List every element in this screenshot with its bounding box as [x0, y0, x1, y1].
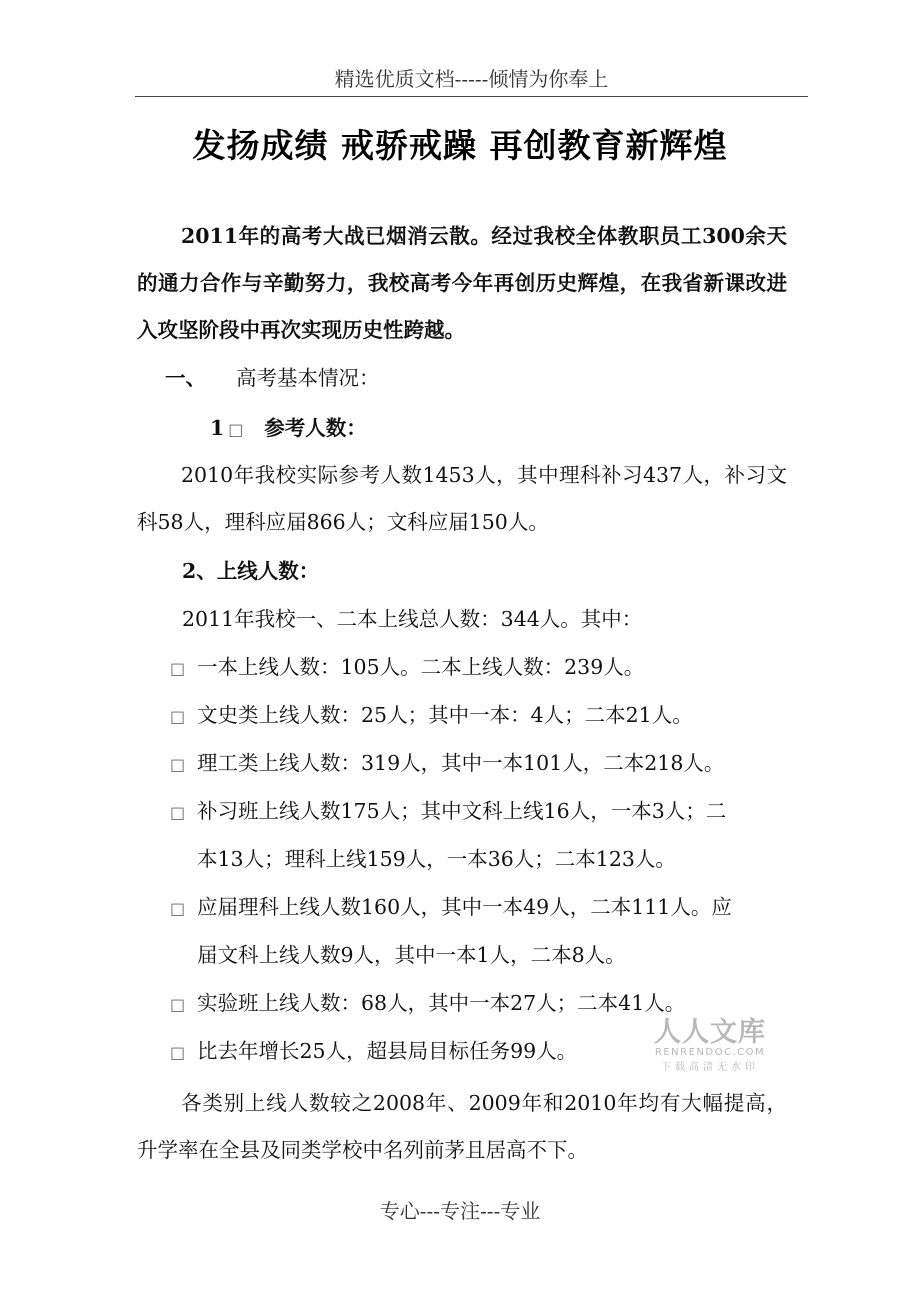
list-item-text: 实验班上线人数：68人，其中一本27人；二本41人。: [197, 991, 686, 1015]
list-item: [170, 692, 790, 740]
list-item-continuation: 本13人；理科上线159人，一本36人；二本123人。: [197, 847, 676, 871]
list-item-text: 理工类上线人数：319人，其中一本101人，二本218人。: [197, 751, 725, 775]
bullet-icon: □: [170, 899, 186, 918]
participants-paragraph: 2010年我校实际参考人数1453人，其中理科补习437人，补习文科58人，理科应届866人；文科应届150人。: [137, 463, 787, 534]
missing-glyph-icon: □: [228, 420, 244, 439]
section-number: 一、: [165, 366, 206, 390]
subsection-heading-2: 2、上线人数：: [182, 559, 320, 583]
bullet-icon: □: [170, 707, 186, 726]
page-header: 精选优质文档-----倾情为你奉上: [135, 62, 808, 97]
subsection-number: 1: [210, 416, 225, 440]
bullet-icon: □: [170, 1043, 186, 1062]
bullet-icon: □: [170, 659, 186, 678]
list-item-text: 一本上线人数：105人。二本上线人数：239人。: [197, 655, 645, 679]
list-item: [170, 788, 790, 836]
list-item: [170, 644, 790, 692]
bullet-icon: □: [170, 803, 186, 822]
watermark-logo: [645, 1010, 775, 1073]
watermark-domain: RENRENDOC.COM: [654, 1047, 766, 1058]
list-item-text: 补习班上线人数175人；其中文科上线16人，一本3人；二: [197, 799, 727, 823]
subsection-heading-1: [210, 405, 367, 453]
bullet-icon: □: [170, 755, 186, 774]
watermark-title: 人人文库: [654, 1017, 766, 1048]
list-item: [170, 740, 790, 788]
list-item-text: 比去年增长25人，超县局目标任务99人。: [197, 1039, 578, 1063]
watermark-tagline: 下载高清无水印: [661, 1062, 759, 1073]
list-item: [170, 884, 790, 932]
section-title: 高考基本情况：: [236, 366, 380, 390]
admissions-intro: 2011年我校一、二本上线总人数：344人。其中：: [182, 607, 643, 631]
bullet-icon: □: [170, 995, 186, 1014]
page-footer: 专心---专注---专业: [379, 1199, 541, 1223]
list-item-text: 文史类上线人数：25人；其中一本：4人；二本21人。: [197, 703, 693, 727]
section-heading-1: [165, 355, 380, 402]
list-item-continuation: 届文科上线人数9人，其中一本1人，二本8人。: [197, 943, 626, 967]
intro-paragraph: 2011年的高考大战已烟消云散。经过我校全体教职员工300余天的通力合作与辛勤努力，我校高考今年再创历史辉煌，在我省新课改进入攻坚阶段中再次实现历史性跨越。: [137, 224, 787, 342]
document-title: 发扬成绩 戒骄戒躁 再创教育新辉煌: [192, 126, 728, 165]
conclusion-paragraph: 各类别上线人数较之2008年、2009年和2010年均有大幅提高，升学率在全县及同类学校中名列前茅且居高不下。: [137, 1091, 787, 1162]
list-item-text: 应届理科上线人数160人，其中一本49人，二本111人。应: [197, 895, 732, 919]
subsection-title: 参考人数：: [264, 416, 367, 440]
